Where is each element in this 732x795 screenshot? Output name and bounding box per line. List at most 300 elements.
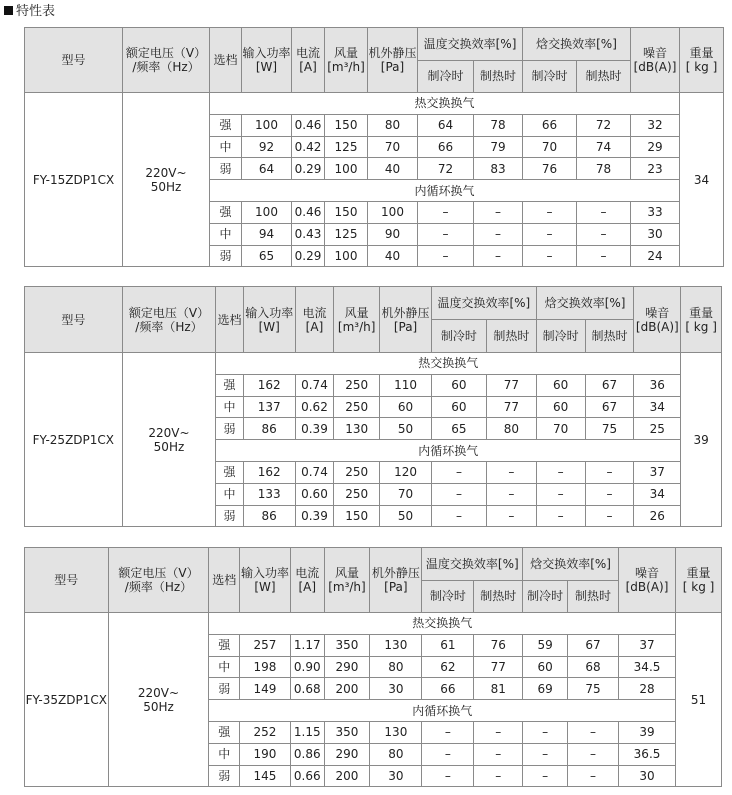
cell-airflow-text: 200: [335, 768, 359, 783]
cell-speed: [216, 483, 243, 505]
cell-enth-heating: [585, 483, 634, 505]
cell-temp-heating-text: 81: [490, 681, 506, 696]
cell-temp-cooling: [431, 505, 486, 527]
header-heating: [577, 60, 631, 93]
cell-pressure-text: 90: [384, 227, 401, 242]
cell-enth-cooling: [536, 505, 585, 527]
cell-noise-text: 36.5: [633, 747, 661, 762]
cell-speed-text: 强: [219, 118, 232, 133]
cell-temp-cooling-text: 62: [440, 659, 456, 674]
header-speed-text: 选档: [212, 573, 237, 587]
header-enth-eff: [523, 548, 619, 581]
cell-temp-cooling-text: 66: [437, 139, 454, 154]
section-heat-exchange-text: 热交换换气: [414, 96, 475, 111]
cell-pressure-text: 130: [384, 638, 408, 653]
cell-pressure-text: 30: [388, 768, 404, 783]
cell-current: [295, 418, 334, 440]
model-name-text: FY-35ZDP1CX: [25, 692, 107, 707]
header-heating-text: 制热时: [480, 589, 517, 604]
cell-temp-cooling: [422, 678, 474, 700]
spec-table-3: [24, 547, 722, 787]
cell-enth-heating-text: 67: [585, 638, 601, 653]
header-airflow: [325, 28, 368, 93]
cell-enth-cooling-text: –: [546, 227, 553, 242]
cell-current: [292, 158, 325, 180]
cell-temp-cooling: [431, 374, 486, 396]
cell-temp-cooling-text: –: [442, 227, 449, 242]
cell-power-text: 64: [258, 161, 275, 176]
spec-table-2: [24, 286, 722, 527]
cell-temp-cooling-text: –: [455, 487, 462, 502]
cell-pressure-text: 80: [384, 118, 401, 133]
cell-current: [292, 201, 325, 223]
cell-noise: [634, 505, 681, 527]
cell-temp-heating-text: 77: [490, 659, 506, 674]
voltage-value-line1: 220V~: [145, 165, 187, 180]
header-model-text: 型号: [61, 53, 86, 67]
cell-pressure: [380, 483, 432, 505]
cell-airflow-text: 100: [334, 248, 358, 263]
cell-speed: [216, 505, 243, 527]
cell-power: [242, 114, 292, 136]
cell-airflow: [324, 721, 370, 743]
cell-power: [239, 678, 290, 700]
cell-pressure: [380, 461, 432, 483]
header-heating: [474, 580, 523, 613]
cell-airflow-text: 150: [334, 205, 358, 220]
cell-enth-cooling: [523, 765, 568, 787]
cell-pressure-text: 50: [397, 508, 414, 523]
cell-temp-heating-text: –: [508, 508, 515, 523]
cell-temp-heating-text: –: [495, 227, 501, 242]
cell-enth-cooling-text: 66: [541, 118, 558, 133]
header-speed-text: 选档: [217, 312, 242, 327]
header-cooling: [536, 320, 585, 353]
cell-pressure-text: 40: [384, 248, 401, 263]
header-current: [292, 28, 325, 93]
cell-enth-cooling-text: 76: [541, 161, 558, 176]
cell-temp-heating-text: 76: [490, 638, 506, 653]
cell-temp-heating-text: –: [495, 768, 502, 783]
header-noise-line1: 噪音: [642, 46, 667, 60]
header-power-line1: 输入功率: [242, 46, 291, 60]
header-cooling: [523, 580, 568, 613]
cell-power: [243, 461, 295, 483]
cell-noise: [619, 634, 676, 656]
cell-temp-cooling: [422, 743, 474, 765]
header-cooling-text: 制冷时: [542, 329, 579, 343]
cell-power-text: 162: [257, 378, 281, 393]
header-enth-eff: [536, 287, 634, 320]
cell-temp-heating: [474, 245, 523, 267]
cell-speed: [210, 136, 242, 158]
header-speed-text: 选档: [213, 53, 238, 67]
cell-temp-cooling-text: –: [444, 747, 451, 762]
cell-enth-heating: [585, 505, 634, 527]
header-temp-eff: [418, 28, 523, 61]
cell-enth-cooling: [523, 223, 577, 245]
cell-current-text: 1.15: [293, 725, 321, 740]
header-airflow-line2: [m³/h]: [328, 580, 366, 594]
header-cooling-text: 制冷时: [440, 329, 477, 343]
header-speed: [216, 287, 243, 353]
cell-current: [292, 245, 325, 267]
cell-temp-cooling: [418, 158, 474, 180]
cell-power: [239, 656, 290, 678]
cell-temp-heating: [486, 418, 536, 440]
cell-airflow: [334, 483, 380, 505]
cell-temp-cooling: [431, 461, 486, 483]
header-noise: [631, 28, 680, 93]
cell-airflow-text: 250: [345, 399, 369, 414]
cell-temp-cooling-text: –: [455, 465, 462, 480]
cell-speed: [209, 678, 240, 700]
cell-airflow-text: 125: [334, 139, 358, 154]
cell-current: [295, 483, 334, 505]
header-speed: [210, 28, 242, 93]
cell-enth-cooling-text: –: [557, 487, 564, 502]
cell-enth-heating-text: –: [600, 248, 607, 263]
cell-temp-heating: [474, 158, 523, 180]
section-heat-exchange-row: [25, 613, 722, 635]
cell-temp-heating: [474, 201, 523, 223]
cell-speed-text: 弱: [219, 248, 232, 263]
header-temp-eff-text: 温度交换效率[%]: [423, 36, 517, 51]
cell-pressure-text: 100: [381, 205, 404, 220]
header-power-line1: 输入功率: [240, 566, 289, 580]
cell-temp-heating: [474, 136, 523, 158]
cell-speed-text: 强: [219, 205, 232, 220]
cell-temp-heating-text: –: [495, 205, 501, 220]
header-pressure: [370, 548, 422, 613]
cell-speed: [210, 245, 242, 267]
cell-power-text: 65: [258, 248, 275, 263]
cell-current: [295, 396, 334, 418]
page-title: [4, 3, 55, 21]
model-name: [25, 93, 123, 267]
cell-power-text: 92: [258, 139, 275, 154]
cell-temp-cooling-text: 66: [440, 681, 456, 696]
cell-noise: [634, 461, 681, 483]
header-heating-text: 制热时: [575, 589, 612, 604]
cell-power-text: 133: [257, 487, 281, 502]
cell-temp-heating-text: 79: [490, 139, 506, 154]
header-voltage-line1: 额定电压（V）: [118, 566, 199, 580]
cell-power-text: 162: [257, 465, 281, 480]
cell-temp-cooling-text: –: [444, 725, 451, 740]
header-power: [243, 287, 295, 353]
weight-value-text: 51: [690, 692, 707, 707]
header-airflow: [334, 287, 380, 353]
cell-temp-heating-text: –: [508, 465, 515, 480]
cell-speed: [210, 158, 242, 180]
header-cooling-text: 制冷时: [527, 589, 564, 604]
cell-temp-cooling: [431, 483, 486, 505]
cell-enth-cooling: [523, 656, 568, 678]
cell-power-text: 86: [261, 508, 277, 523]
cell-enth-cooling-text: 60: [537, 659, 553, 674]
cell-power-text: 198: [253, 659, 277, 674]
cell-speed: [216, 418, 243, 440]
cell-pressure: [368, 114, 418, 136]
cell-speed-text: 弱: [223, 421, 236, 436]
cell-power-text: 190: [253, 747, 277, 762]
header-enth-eff-text: 焓交换效率[%]: [536, 36, 617, 51]
cell-noise: [619, 678, 676, 700]
header-weight-line1: 重量: [689, 305, 714, 320]
header-weight-line1: 重量: [686, 566, 711, 580]
cell-temp-cooling: [431, 418, 486, 440]
cell-temp-cooling-text: –: [444, 768, 451, 783]
cell-enth-cooling: [536, 374, 585, 396]
cell-temp-cooling: [422, 656, 474, 678]
cell-noise: [631, 223, 680, 245]
cell-current-text: 0.43: [294, 227, 322, 242]
cell-enth-cooling: [523, 136, 577, 158]
cell-enth-cooling: [536, 461, 585, 483]
cell-enth-heating: [585, 418, 634, 440]
cell-noise-text: 30: [639, 768, 655, 783]
cell-power-text: 94: [258, 227, 275, 242]
cell-noise-text: 36: [649, 378, 665, 393]
header-pressure: [368, 28, 418, 93]
cell-noise-text: 30: [647, 227, 663, 242]
header-speed: [209, 548, 240, 613]
cell-temp-heating-text: –: [495, 725, 502, 740]
cell-enth-cooling-text: –: [546, 205, 553, 220]
cell-temp-heating: [486, 374, 536, 396]
header-heating: [486, 320, 536, 353]
header-pressure-line1: 机外静压: [371, 566, 420, 580]
cell-current: [290, 678, 324, 700]
header-weight-line2: [ kg ]: [682, 580, 715, 594]
cell-current: [295, 374, 334, 396]
cell-temp-cooling: [418, 201, 474, 223]
cell-current-text: 0.86: [293, 747, 321, 762]
cell-airflow-text: 250: [345, 487, 369, 502]
weight-value-text: 34: [693, 172, 710, 187]
cell-noise-text: 39: [639, 725, 655, 740]
header-noise-line2: [dB(A)]: [633, 60, 677, 74]
header-weight: [680, 28, 724, 93]
cell-speed-text: 中: [223, 399, 236, 414]
weight-value-text: 39: [693, 432, 709, 447]
cell-airflow: [334, 461, 380, 483]
cell-speed: [216, 461, 243, 483]
cell-enth-heating-text: –: [606, 487, 613, 502]
cell-power-text: 100: [255, 205, 278, 220]
cell-enth-heating-text: –: [606, 465, 613, 480]
header-current: [290, 548, 324, 613]
header-row: [25, 548, 722, 581]
cell-temp-cooling: [431, 396, 486, 418]
cell-airflow: [325, 114, 368, 136]
cell-noise: [631, 136, 680, 158]
cell-pressure-text: 70: [384, 139, 401, 154]
cell-temp-cooling-text: –: [455, 508, 462, 523]
cell-current-text: 0.68: [293, 681, 321, 696]
header-current-line1: 电流: [302, 305, 327, 320]
cell-current-text: 0.39: [301, 421, 328, 436]
cell-noise: [634, 374, 681, 396]
cell-enth-heating: [585, 374, 634, 396]
voltage-value-line2: 50Hz: [143, 699, 174, 714]
cell-pressure: [370, 634, 422, 656]
header-heating-text: 制热时: [585, 69, 622, 84]
cell-noise-text: 28: [639, 681, 655, 696]
cell-enth-cooling: [536, 483, 585, 505]
cell-temp-cooling: [418, 136, 474, 158]
section-recirculation: [216, 440, 681, 462]
header-power-line2: [W]: [258, 319, 280, 334]
cell-pressure-text: 110: [394, 378, 417, 393]
cell-enth-cooling: [523, 245, 577, 267]
cell-current-text: 1.17: [293, 638, 321, 653]
cell-airflow: [334, 396, 380, 418]
header-noise-line2: [dB(A)]: [635, 319, 679, 334]
cell-pressure: [368, 158, 418, 180]
cell-current: [292, 114, 325, 136]
header-temp-eff-text: 温度交换效率[%]: [425, 556, 519, 571]
header-noise-line1: 噪音: [645, 305, 670, 320]
cell-power: [243, 374, 295, 396]
header-airflow-line2: [m³/h]: [327, 60, 365, 74]
cell-noise-text: 26: [649, 508, 665, 523]
cell-temp-cooling-text: 61: [440, 638, 456, 653]
header-enth-eff: [523, 28, 631, 61]
header-voltage-line2: /频率（Hz）: [132, 60, 200, 74]
cell-pressure-text: 50: [397, 421, 414, 436]
cell-airflow-text: 150: [334, 118, 358, 133]
cell-temp-heating-text: 77: [503, 399, 519, 414]
header-cooling-text: 制冷时: [531, 69, 568, 84]
cell-power: [242, 201, 292, 223]
cell-enth-cooling-text: –: [557, 465, 564, 480]
cell-pressure: [380, 418, 432, 440]
cell-temp-heating: [486, 396, 536, 418]
header-airflow-line2: [m³/h]: [337, 319, 376, 334]
cell-current-text: 0.62: [301, 399, 328, 414]
header-current-line2: [A]: [299, 60, 317, 74]
cell-power: [243, 505, 295, 527]
cell-pressure-text: 120: [394, 465, 417, 480]
cell-enth-cooling: [523, 114, 577, 136]
header-row: [25, 287, 722, 320]
cell-power-text: 252: [253, 725, 277, 740]
cell-enth-cooling-text: 59: [537, 638, 553, 653]
header-noise: [619, 548, 676, 613]
cell-current: [290, 743, 324, 765]
cell-pressure-text: 80: [388, 659, 404, 674]
cell-pressure-text: 130: [384, 725, 408, 740]
cell-temp-cooling: [422, 721, 474, 743]
cell-enth-heating: [577, 114, 631, 136]
cell-pressure: [370, 765, 422, 787]
cell-airflow: [325, 201, 368, 223]
cell-speed: [209, 743, 240, 765]
section-recirculation: [209, 700, 676, 722]
header-pressure-line1: 机外静压: [368, 46, 417, 60]
header-voltage: [122, 287, 216, 353]
cell-temp-heating-text: 77: [503, 378, 519, 393]
cell-power-text: 257: [253, 638, 277, 653]
cell-current-text: 0.42: [294, 139, 322, 154]
cell-speed-text: 弱: [218, 768, 231, 783]
cell-noise-text: 29: [647, 139, 663, 154]
header-voltage: [108, 548, 209, 613]
cell-pressure-text: 40: [384, 161, 401, 176]
header-weight-line2: [ kg ]: [685, 60, 718, 74]
cell-noise: [634, 418, 681, 440]
cell-airflow-text: 125: [334, 227, 358, 242]
cell-noise-text: 24: [647, 248, 663, 263]
cell-speed: [210, 114, 242, 136]
header-weight-line1: 重量: [689, 46, 714, 60]
cell-current-text: 0.39: [301, 508, 328, 523]
cell-airflow: [324, 765, 370, 787]
voltage-value-line1: 220V~: [137, 685, 180, 700]
weight-value: [680, 93, 724, 267]
weight-value: [681, 353, 722, 527]
section-heat-exchange-text: 热交换换气: [418, 356, 479, 371]
cell-speed: [216, 374, 243, 396]
header-current-line2: [A]: [298, 580, 317, 594]
cell-enth-cooling: [523, 721, 568, 743]
cell-temp-cooling-text: 60: [451, 399, 467, 414]
cell-current: [292, 223, 325, 245]
header-voltage-line1: 额定电压（V）: [125, 46, 207, 60]
cell-speed: [209, 634, 240, 656]
cell-temp-cooling: [418, 114, 474, 136]
cell-noise-text: 34.5: [633, 659, 661, 674]
cell-current: [295, 505, 334, 527]
header-weight-line2: [ kg ]: [685, 319, 717, 334]
cell-temp-cooling-text: 65: [451, 421, 467, 436]
cell-pressure: [380, 374, 432, 396]
voltage-value-line1: 220V~: [148, 425, 190, 440]
header-heating: [568, 580, 619, 613]
header-noise: [634, 287, 681, 353]
cell-enth-heating: [568, 656, 619, 678]
cell-airflow-text: 130: [345, 421, 369, 436]
header-power: [242, 28, 292, 93]
header-cooling: [523, 60, 577, 93]
section-heat-exchange-row: [25, 353, 722, 375]
cell-noise: [619, 721, 676, 743]
header-heating: [585, 320, 634, 353]
header-pressure-line2: [Pa]: [380, 60, 405, 74]
cell-pressure: [368, 223, 418, 245]
header-heating-text: 制热时: [493, 329, 530, 343]
cell-enth-heating: [577, 158, 631, 180]
cell-temp-heating-text: 80: [503, 421, 519, 436]
cell-pressure-text: 30: [388, 681, 404, 696]
spec-table-1: [24, 27, 724, 267]
cell-temp-cooling-text: 60: [451, 378, 467, 393]
cell-temp-heating: [474, 634, 523, 656]
header-pressure-line1: 机外静压: [381, 305, 430, 320]
cell-power: [239, 721, 290, 743]
cell-temp-cooling-text: 72: [437, 161, 454, 176]
cell-airflow-text: 350: [335, 725, 359, 740]
cell-noise: [631, 114, 680, 136]
cell-enth-heating-text: 68: [585, 659, 601, 674]
cell-noise: [619, 656, 676, 678]
cell-pressure: [370, 656, 422, 678]
cell-temp-heating-text: 78: [490, 118, 506, 133]
voltage-value-line2: 50Hz: [150, 179, 182, 194]
model-name: [25, 353, 123, 527]
